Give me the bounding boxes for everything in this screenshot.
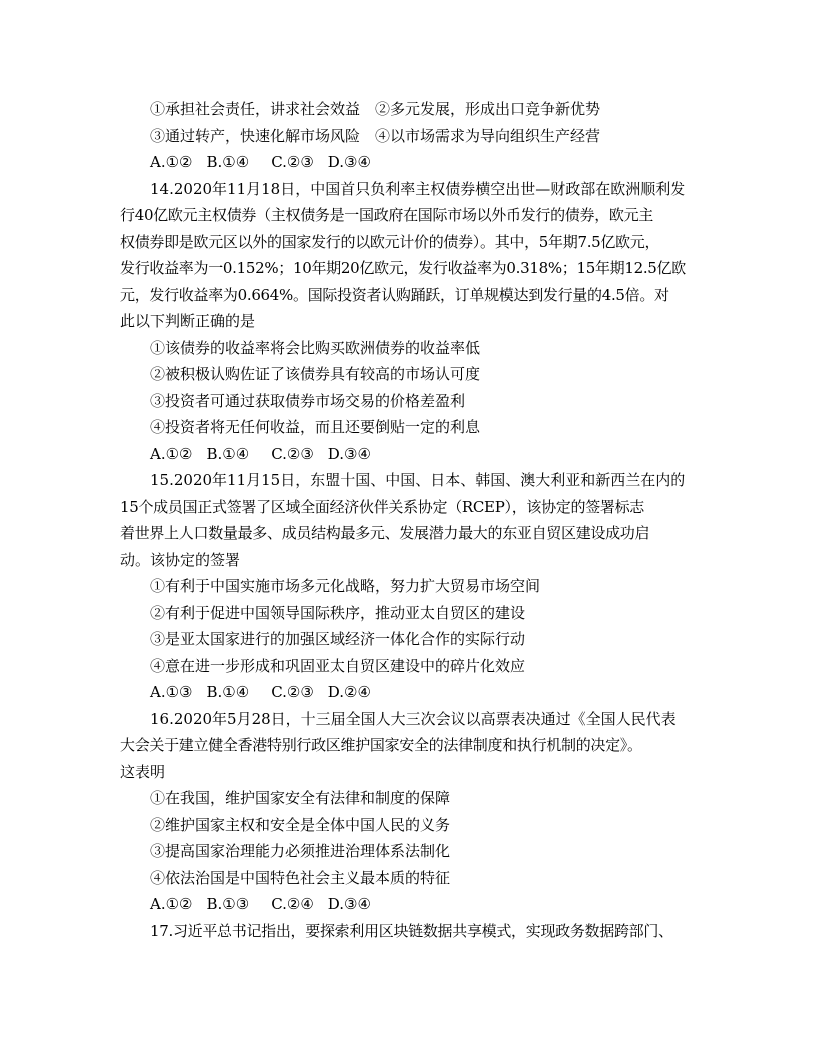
choice-c: C.②③ — [271, 444, 314, 463]
question-stem-line: 此以下判断正确的是 — [120, 312, 256, 330]
question-15 — [120, 467, 698, 706]
option-line: ①承担社会责任，讲求社会效益 ②多元发展，形成出口竞争新优势 — [150, 100, 601, 118]
choice-b: B.①③ — [206, 895, 250, 913]
option-line: ④依法治国是中国特色社会主义最本质的特征 — [150, 868, 451, 887]
choice-a: A.①③ — [150, 683, 193, 701]
option-line: ①在我国，维护国家安全有法律和制度的保障 — [150, 789, 451, 807]
choice-b: B.①④ — [206, 683, 250, 701]
choice-a: A.①② — [150, 895, 193, 913]
choice-b: B.①④ — [206, 153, 250, 171]
answer-choices — [120, 441, 698, 468]
question-stem-line: 这表明 — [120, 762, 166, 781]
question-13 — [120, 96, 698, 176]
choice-d: D.③④ — [327, 895, 371, 913]
choice-a: A.①② — [150, 444, 193, 463]
choice-c: C.②③ — [271, 153, 314, 171]
option-line: ②有利于促进中国领导国际秩序，推动亚太自贸区的建设 — [150, 603, 526, 622]
choice-a: A.①② — [150, 153, 193, 171]
option-line: ③投资者可通过获取债券市场交易的价格差盈利 — [150, 391, 466, 410]
option-line: ③提高国家治理能力必须推进治理体系法制化 — [150, 842, 451, 860]
choice-c: C.②③ — [271, 683, 314, 701]
question-stem-line: 15.2020年11月15日，东盟十国、中国、日本、韩国、澳大利亚和新西兰在内的 — [150, 471, 686, 489]
question-stem-line: 元，发行收益率为0.664%。国际投资者认购踊跃，订单规模达到发行量的4.5倍。对 — [120, 285, 669, 304]
answer-choices — [120, 679, 698, 706]
choice-b: B.①④ — [206, 444, 250, 463]
question-stem-line: 15个成员国正式签署了区域全面经济伙伴关系协定（RCEP），该协定的签署标志 — [120, 497, 645, 516]
answer-choices — [120, 891, 698, 918]
question-17 — [120, 918, 698, 945]
question-stem-line: 16.2020年5月28日，十三届全国人大三次会议以高票表决通过《全国人民代表 — [150, 709, 676, 728]
question-stem-line: 行40亿欧元主权债券（主权债务是一国政府在国际市场以外币发行的债券，欧元主 — [120, 206, 653, 224]
option-line: ③通过转产，快速化解市场风险 ④以市场需求为导向组织生产经营 — [150, 126, 601, 145]
document-page — [120, 96, 698, 944]
question-stem-line: 权债券即是欧元区以外的国家发行的以欧元计价的债券）。其中，5年期7.5亿欧元， — [120, 232, 660, 251]
option-line: ③是亚太国家进行的加强区域经济一体化合作的实际行动 — [150, 630, 526, 648]
question-stem-line: 14.2020年11月18日，中国首只负利率主权债券横空出世—财政部在欧洲顺利发 — [150, 179, 686, 198]
choice-d: D.③④ — [327, 444, 371, 463]
question-stem-line: 大会关于建立健全香港特别行政区维护国家安全的法律制度和执行机制的决定》。 — [120, 736, 642, 754]
choice-d: D.③④ — [327, 153, 371, 171]
option-line: ①该债券的收益率将会比购买欧洲债券的收益率低 — [150, 338, 481, 357]
option-line: ①有利于中国实施市场多元化战略，努力扩大贸易市场空间 — [150, 577, 541, 595]
question-stem-line: 发行收益率为一0.152%；10年期20亿欧元，发行收益率为0.318%；15年期12.5亿欧 — [120, 259, 686, 277]
answer-choices — [120, 149, 698, 176]
choice-c: C.②④ — [271, 895, 314, 913]
choice-d: D.②④ — [327, 683, 371, 701]
question-stem-line: 着世界上人口数量最多、成员结构最多元、发展潜力最大的东亚自贸区建设成功启 — [120, 524, 650, 542]
question-16 — [120, 706, 698, 918]
question-stem-line: 17.习近平总书记指出，要探索利用区块链数据共享模式，实现政务数据跨部门、 — [150, 921, 673, 940]
option-line: ②被积极认购佐证了该债券具有较高的市场认可度 — [150, 365, 481, 383]
option-line: ②维护国家主权和安全是全体中国人民的义务 — [150, 815, 451, 834]
question-14 — [120, 176, 698, 468]
option-line: ④投资者将无任何收益，而且还要倒贴一定的利息 — [150, 418, 481, 436]
question-stem-line: 动。该协定的签署 — [120, 550, 241, 569]
option-line: ④意在进一步形成和巩固亚太自贸区建设中的碎片化效应 — [150, 656, 526, 675]
